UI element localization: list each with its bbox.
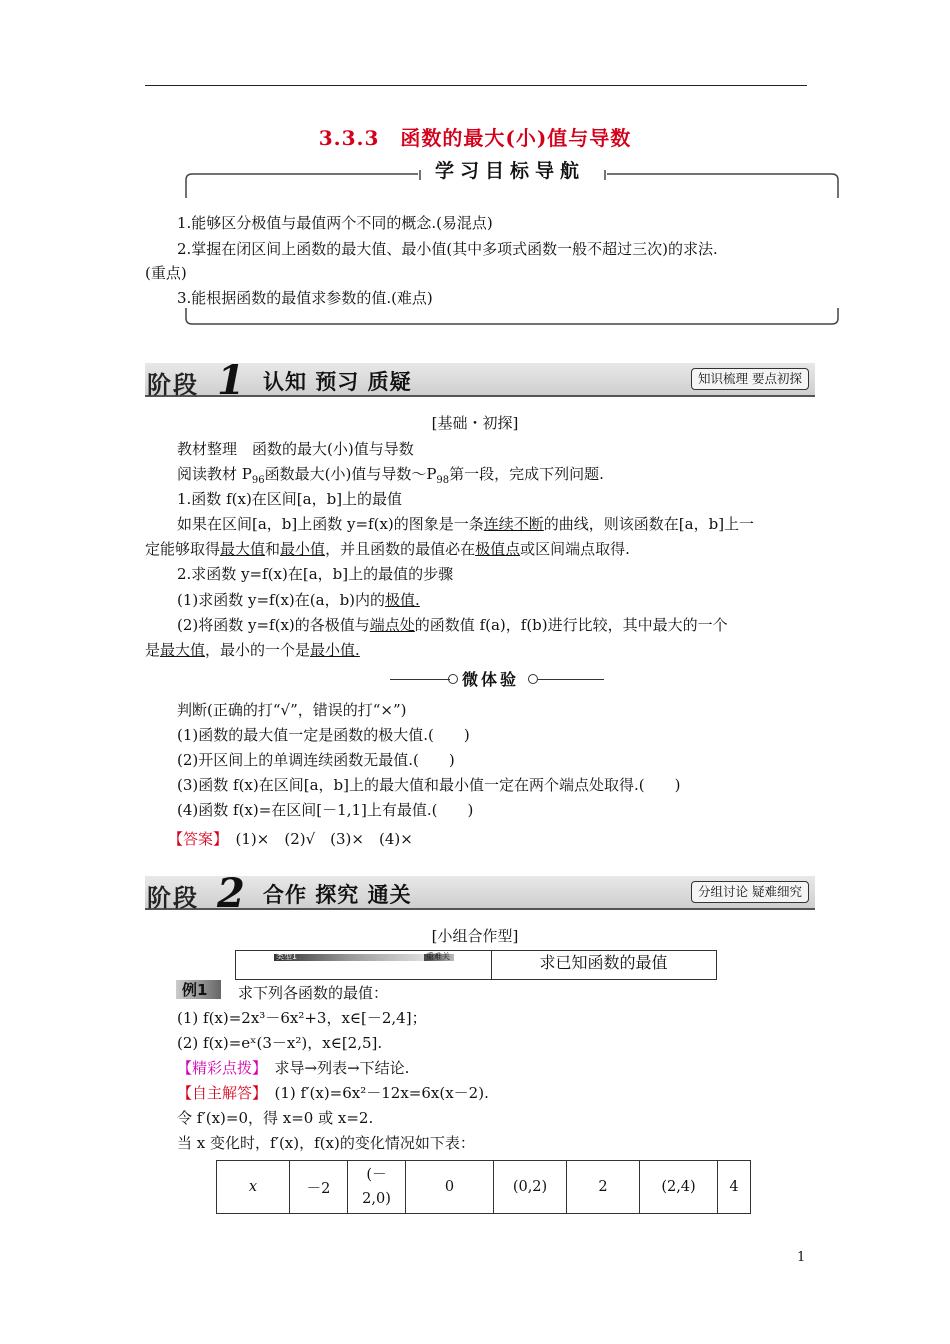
stage2-bar [145,870,815,917]
micro-q1: (1)函数的最大值一定是函数的极大值.( ) [177,726,470,744]
stage2-number: 2 [217,870,245,917]
variation-table [216,1160,751,1214]
page-number: 1 [797,1250,806,1265]
micro-q2: (2)开区间上的单调连续函数无最值.( ) [177,751,455,769]
micro-answer: 【答案】 (1)× (2)√ (3)× (4)× [168,830,413,848]
example-label: 例1 [182,981,208,999]
solution-l1: 令 f′(x)=0，得 x=0 或 x=2. [177,1109,374,1127]
micro-intro: 判断(正确的打“√”，错误的打“×”) [177,701,407,719]
type-label: 类型1 [276,952,298,961]
table-cell: (－ 2,0) [348,1161,406,1214]
goals-header: 学习目标导航 [434,160,585,182]
top-rule [145,85,807,86]
stage1-title: 认知 预习 质疑 [263,370,412,394]
table-cell: 4 [718,1161,751,1214]
micro-header: 微体验 [462,670,520,689]
section1-line2: 阅读教材 $P_{96}$函数最大(小)值与导数$\sim P_{98}$第一段，完成下列问题. [177,465,604,486]
section1-step2: (2)将函数 y=f(x)的各极值与端点处的函数值 f(a)，f(b)进行比较，其中最大的一个 [177,616,728,634]
section1-line1: 教材整理 函数的最大(小)值与导数 [177,440,414,458]
goal-item-2: 2.掌握在闭区间上函数的最大值、最小值(其中多项式函数一般不超过三次)的求法. [177,240,718,258]
micro-dot-left [448,674,458,684]
table-row [217,1161,751,1214]
example-badge [176,980,221,999]
stage1-number: 1 [217,357,245,404]
stage1-bar [145,357,815,404]
table-cell: x [217,1161,290,1214]
goal-item-1: 1.能够区分极值与最值两个不同的概念.(易混点) [177,214,493,232]
stage2-label: 阶段 [147,884,199,912]
example-e1: (1) f(x)=2x³－6x²+3，x∈[－2,4]； [177,1009,427,1027]
stage1-label: 阶段 [147,371,199,399]
micro-q4: (4)函数 f(x)=在区间[－1,1]上有最值.( ) [177,801,474,819]
section1-para1: 如果在区间[a，b]上函数 y=f(x)的图象是一条连续不断的曲线，则该函数在[a，b]上一 [177,515,755,533]
page-title: 3.3.3 函数的最大(小)值与导数 [318,126,632,150]
hint-line: 【精彩点拨】 求导→列表→下结论. [177,1059,410,1077]
micro-rule-right [538,679,604,680]
micro-rule-left [390,679,450,680]
type-box [235,950,717,980]
section1-step1: (1)求函数 y=f(x)在(a，b)内的极值. [177,591,420,609]
table-cell: 0 [406,1161,494,1214]
goal-item-3: 3.能根据函数的最值求参数的值.(难点) [177,289,433,307]
section1-bracket: [基础・初探] [431,414,519,432]
table-cell: (2,4) [640,1161,718,1214]
micro-dot-right [528,674,538,684]
section2-bracket: [小组合作型] [431,927,519,945]
type-tag: 重难关 [426,952,450,961]
section1-para2: 定能够取得最大值和最小值，并且函数的最值必在极值点或区间端点取得. [145,540,630,558]
type-box-left [236,951,492,979]
solution-l2: 当 x 变化时，f′(x)，f(x)的变化情况如下表： [177,1134,475,1152]
table-cell: 2 [567,1161,640,1214]
micro-q3: (3)函数 f(x)在区间[a，b]上的最大值和最小值一定在两个端点处取得.( ) [177,776,681,794]
section1-heading1: 1.函数 f(x)在区间[a，b]上的最值 [177,490,403,508]
example-e2: (2) f(x)=eˣ(3－x²)，x∈[2,5]. [177,1034,383,1052]
stage2-tag: 分组讨论 疑难细究 [691,881,809,903]
section1-heading2: 2.求函数 y=f(x)在[a，b]上的最值的步骤 [177,565,454,583]
table-cell: －2 [290,1161,348,1214]
stage2-title: 合作 探究 通关 [263,883,412,907]
section1-step2-cont: 是最大值，最小的一个是最小值. [145,641,360,659]
goal-item-2-cont: (重点) [145,264,187,282]
solution-line: 【自主解答】 (1) f′(x)=6x²－12x=6x(x－2). [177,1084,489,1102]
example-text: 求下列各函数的最值： [238,984,389,1002]
type-title: 求已知函数的最值 [539,953,668,972]
table-cell: (0,2) [494,1161,567,1214]
stage1-tag: 知识梳理 要点初探 [691,368,809,390]
